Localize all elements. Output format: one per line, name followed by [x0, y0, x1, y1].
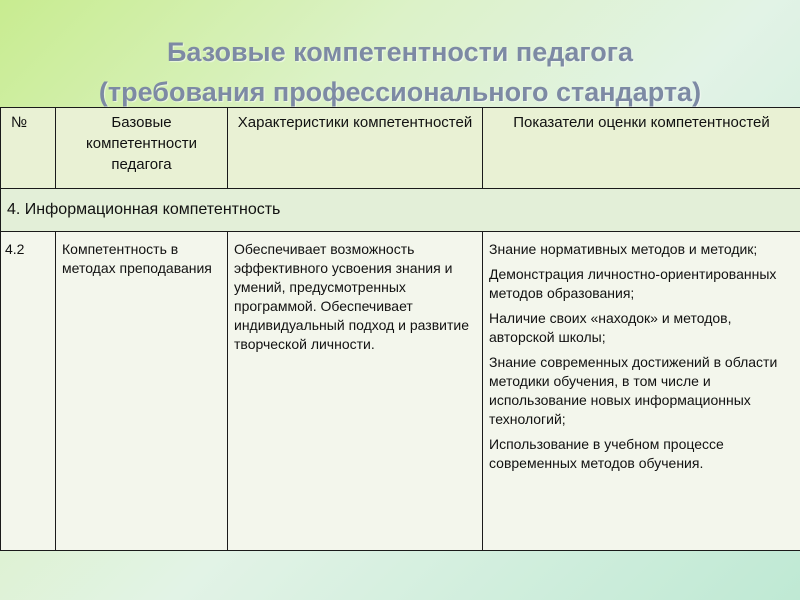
row-indicators	[483, 232, 800, 551]
header-number: №	[1, 108, 56, 189]
header-characteristics: Характеристики компетентностей	[228, 108, 483, 189]
table-header-row	[1, 108, 800, 189]
row-characteristics: Обеспечивает возможность эффективного усвоения знания и умений, предусмотренных программой. Обеспечивает индивидуальный подход и развитие творческой личности.	[228, 232, 483, 551]
section-row	[1, 189, 800, 232]
section-title: 4. Информационная компетентность	[1, 189, 800, 232]
row-number: 4.2	[1, 232, 56, 551]
indicator-item: Демонстрация личностно-ориентированных методов образования;	[489, 266, 777, 301]
title-line-2: (требования профессионального стандарта)	[98, 77, 702, 107]
header-competence: Базовые компетентности педагога	[56, 108, 228, 189]
page-title	[0, 32, 800, 112]
indicator-item: Наличие своих «находок» и методов, авторской школы;	[489, 310, 732, 345]
indicator-item: Знание нормативных методов и методик;	[489, 241, 758, 257]
competence-table	[0, 107, 800, 551]
indicator-item: Знание современных достижений в области методики обучения, в том числе и использование новых информационных технологий;	[489, 354, 778, 427]
indicator-item: Использование в учебном процессе современных методов обучения.	[489, 436, 724, 471]
header-indicators: Показатели оценки компетентностей	[483, 108, 800, 189]
title-line-1: Базовые компетентности педагога	[166, 37, 634, 67]
row-competence: Компетентность в методах преподавания	[56, 232, 228, 551]
table-row	[1, 232, 800, 551]
